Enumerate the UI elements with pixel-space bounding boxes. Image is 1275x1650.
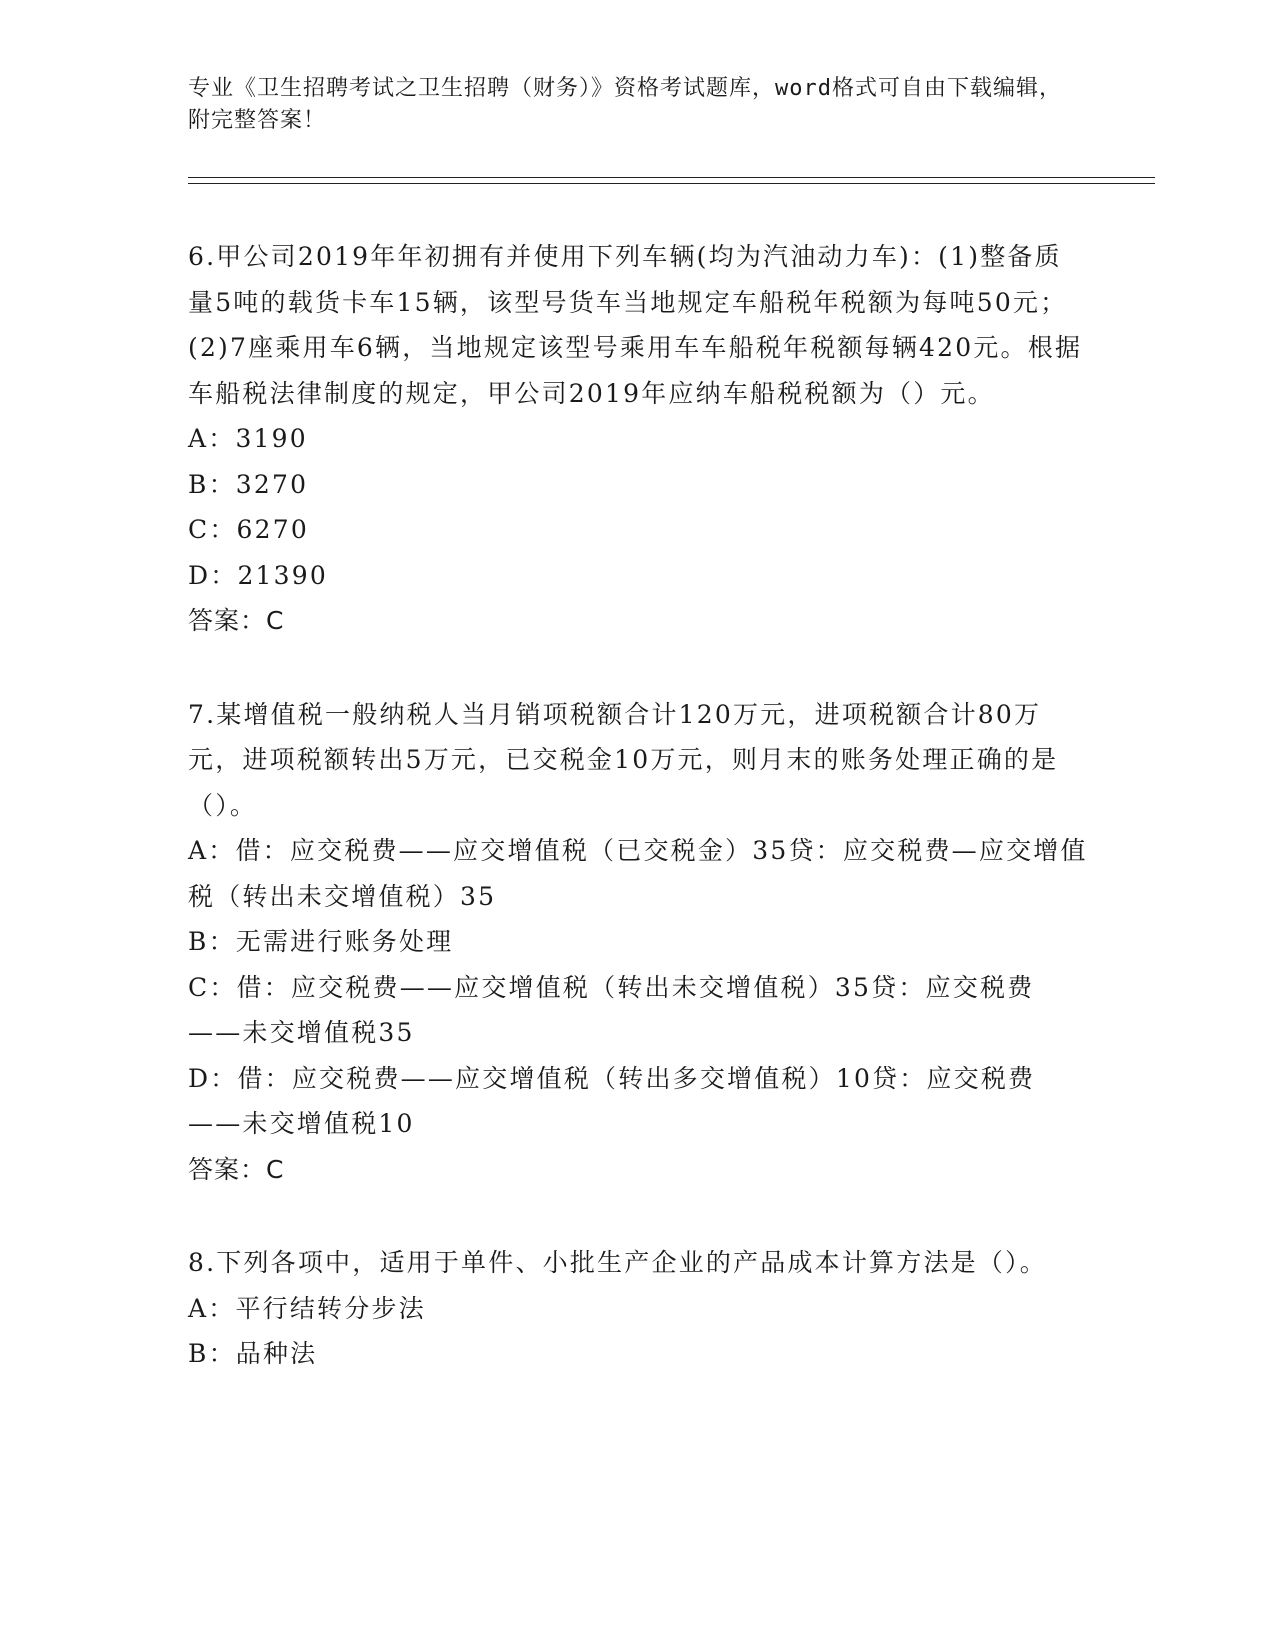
option-b: B：品种法 — [188, 1339, 318, 1368]
document-header: 专业《卫生招聘考试之卫生招聘（财务）》资格考试题库，word格式可自由下载编辑，附完整答案！ — [188, 76, 1062, 133]
answer-line: 答案：C — [188, 1154, 285, 1184]
header-divider-bottom — [188, 183, 1155, 184]
option-a: A：3190 — [188, 424, 308, 453]
question-6 — [188, 234, 1088, 644]
option-d: D：21390 — [188, 560, 328, 590]
option-c: C：6270 — [188, 515, 309, 544]
question-stem: 8.下列各项中，适用于单件、小批生产企业的产品成本计算方法是（）。 — [188, 1248, 1047, 1277]
answer-line: 答案：C — [188, 606, 285, 635]
question-stem: 7.某增值税一般纳税人当月销项税额合计120万元，进项税额合计80万元，进项税额转出5万元，已交税金10万元，则月末的账务处理正确的是（）。 — [188, 699, 1059, 820]
question-8 — [188, 1240, 1088, 1377]
option-c: C：借：应交税费——应交增值税（转出未交增值税）35贷：应交税费——未交增值税35 — [188, 972, 1035, 1047]
option-d: D：借：应交税费——应交增值税（转出多交增值税）10贷：应交税费——未交增值税10 — [188, 1063, 1036, 1138]
question-7 — [188, 692, 1088, 1193]
option-b: B：无需进行账务处理 — [188, 927, 454, 956]
question-list — [188, 234, 1088, 1425]
option-a: A：借：应交税费——应交增值税（已交税金）35贷：应交税费—应交增值税（转出未交增值税）35 — [188, 836, 1088, 911]
question-stem: 6.甲公司2019年年初拥有并使用下列车辆(均为汽油动力车)：(1)整备质量5吨的载货卡车15辆，该型号货车当地规定车船税年税额为每吨50元；(2)7座乘用车6辆，当地规定该型号乘用车车船税年税额每辆420元。根据车船税法律制度的规定，甲公司2019年应纳车船税税额为（）元。 — [188, 242, 1083, 408]
header-divider-top — [188, 177, 1155, 178]
option-b: B：3270 — [188, 469, 309, 499]
option-a: A：平行结转分步法 — [188, 1293, 426, 1323]
